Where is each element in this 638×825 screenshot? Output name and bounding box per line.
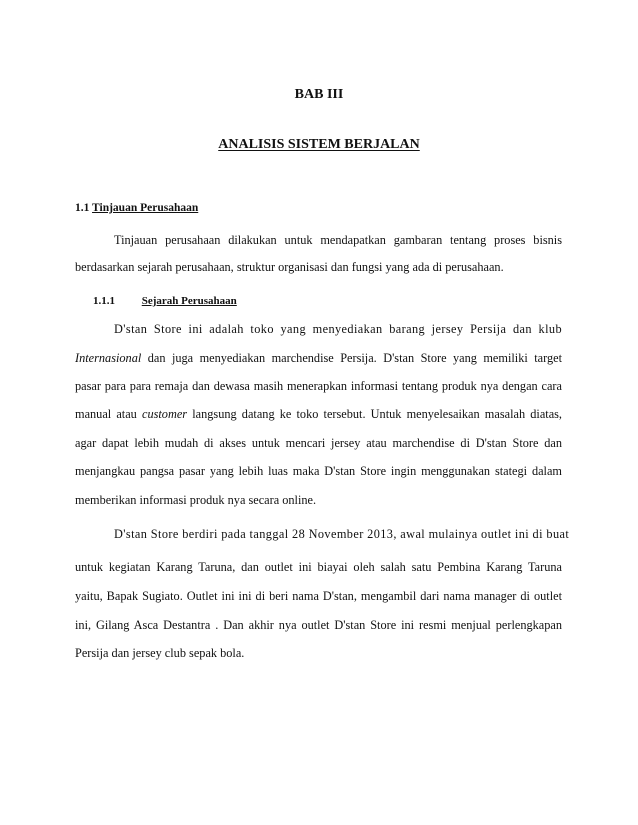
section-heading <box>75 202 198 214</box>
subsection-heading <box>93 295 237 307</box>
intro-line-2: berdasarkan sejarah perusahaan, struktur organisasi dan fungsi yang ada di perusahaan. <box>75 260 504 274</box>
intro-line-1: Tinjauan perusahaan dilakukan untuk mendapatkan gambaran tentang proses bisnis <box>114 233 562 247</box>
para1-em-customer: customer <box>142 407 188 421</box>
para2-line-4: ini, Gilang Asca Destantra . Dan akhir nya outlet D'stan Store ini resmi menjual perlengkapan <box>75 618 562 632</box>
para1-line-2-text: dan juga menyediakan marchendise Persija. D'stan Store yang memiliki target <box>141 351 562 365</box>
subsection-title: Sejarah Perusahaan <box>141 295 237 307</box>
para1-line-1: D'stan Store ini adalah toko yang menyediakan barang jersey Persija dan klub <box>114 322 562 336</box>
para2-line-2: untuk kegiatan Karang Taruna, dan outlet ini biayai oleh salah satu Pembina Karang Taruna <box>75 560 562 574</box>
para1-line-4-a: manual atau <box>75 407 142 421</box>
subsection-number: 1.1.1 <box>93 295 115 307</box>
chapter-title: ANALISIS SISTEM BERJALAN <box>218 137 420 152</box>
para1-line-3: pasar para para remaja dan dewasa masih menerapkan informasi tentang produk nya dengan cara <box>75 379 562 393</box>
para1-line-7: memberikan informasi produk nya secara online. <box>75 493 317 507</box>
para1-line-4-b: langsung datang ke toko tersebut. Untuk menyelesaikan masalah diatas, <box>187 407 563 421</box>
para2-line-5: Persija dan jersey club sepak bola. <box>75 646 245 660</box>
para1-em-internasional: Internasional <box>75 351 142 365</box>
para1-line-5: agar dapat lebih mudah di akses untuk mencari jersey atau marchendise di D'stan Store dan <box>75 436 562 450</box>
para1-line-4 <box>75 406 562 422</box>
section-number: 1.1 <box>75 202 90 214</box>
para2-line-1: D'stan Store berdiri pada tanggal 28 November 2013, awal mulainya outlet ini di buat <box>114 527 570 541</box>
chapter-number: BAB III <box>294 87 344 102</box>
para1-line-2 <box>75 350 562 366</box>
para2-line-3: yaitu, Bapak Sugiato. Outlet ini ini di beri nama D'stan, mengambil dari nama manager di outlet <box>75 589 562 603</box>
section-title: Tinjauan Perusahaan <box>92 202 199 214</box>
para1-line-6: menjangkau pangsa pasar yang lebih luas maka D'stan Store ingin menggunakan stategi dalam <box>75 464 562 478</box>
